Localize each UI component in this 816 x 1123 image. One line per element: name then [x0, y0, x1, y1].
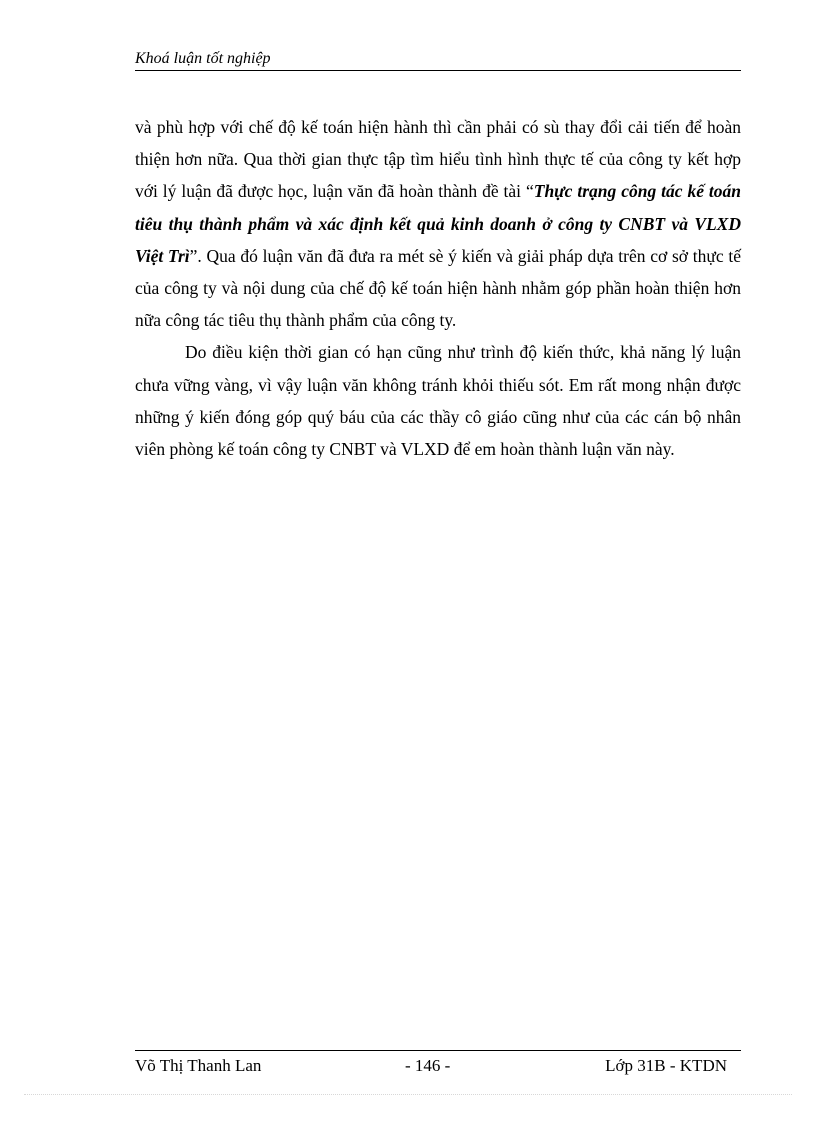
- paragraph-1: [135, 111, 741, 336]
- page-edge-divider: [24, 1094, 792, 1095]
- page-footer: [135, 1050, 741, 1075]
- paragraph-1-start: và phù hợp với chế độ kế toán hiện hành thì cần phải có sù thay đổi cải tiến để hoàn thiện hơn nữa. Qua thời gian thực tập tìm hiểu tình hình thực tế của công ty kết hợp với lý luận đã được học, luận văn đã hoàn thành đề tài “: [135, 117, 741, 202]
- page-number: - 146 -: [405, 1056, 451, 1075]
- page-header: [135, 50, 741, 71]
- thesis-title: Thực trạng công tác kế toán tiêu thụ thành phẩm và xác định kết quả kinh doanh ở công ty CNBT và VLXD Việt Trì: [135, 181, 741, 266]
- footer-class: Lớp 31B - KTDN: [605, 1056, 727, 1075]
- document-body: [135, 111, 741, 465]
- header-title: Khoá luận tốt nghiệp: [135, 50, 271, 67]
- footer-author: Võ Thị Thanh Lan: [135, 1056, 262, 1075]
- paragraph-1-end: ”. Qua đó luận văn đã đưa ra mét sè ý kiến và giải pháp dựa trên cơ sở thực tế của công ty và nội dung của chế độ kế toán hiện hành nhằm góp phần hoàn thiện hơn nữa công tác tiêu thụ thành phẩm của công ty.: [135, 245, 741, 331]
- paragraph-2: Do điều kiện thời gian có hạn cũng như trình độ kiến thức, khả năng lý luận chưa vững vàng, vì vậy luận văn không tránh khỏi thiếu sót. Em rất mong nhận được những ý kiến đóng góp quý báu của các thầy cô giáo cũng như của các cán bộ nhân viên phòng kế toán công ty CNBT và VLXD để em hoàn thành luận văn này.: [135, 342, 741, 460]
